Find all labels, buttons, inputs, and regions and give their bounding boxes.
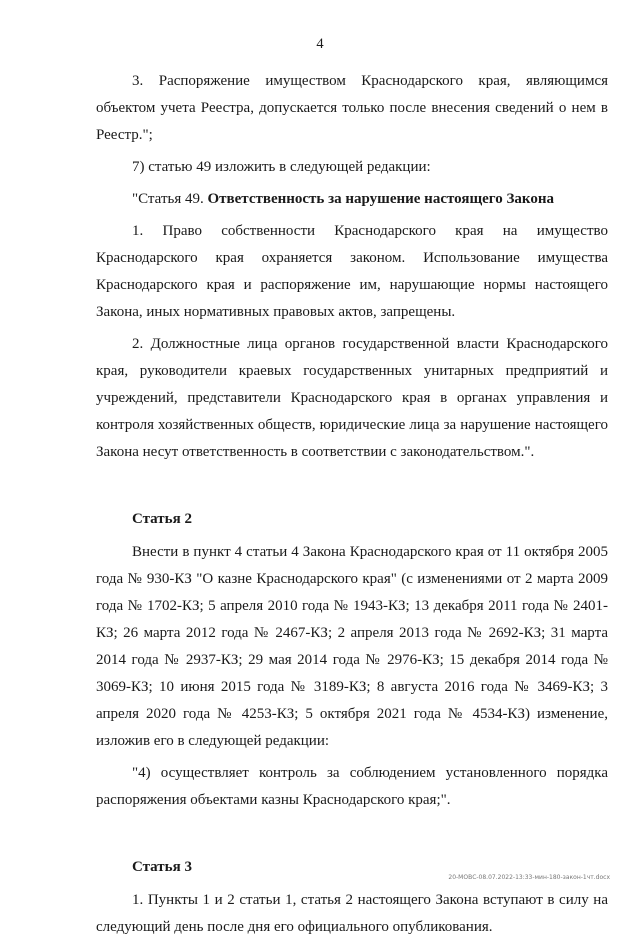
article-49-title: [96, 186, 608, 213]
article-2-paragraph: Внести в пункт 4 статьи 4 Закона Краснодарского края от 11 октября 2005 года № 930-КЗ "О казне Краснодарского края" (с изменениями от 2 марта 2009 года № 1702-КЗ; 5 апреля 2010 года № 1943-КЗ; 13 декабря 2011 года № 2401-КЗ; 26 марта 2012 года № 2467-КЗ; 2 апреля 2013 года № 2692-КЗ; 31 марта 2014 года № 2937-КЗ; 29 мая 2014 года № 2976-КЗ; 15 декабря 2014 года № 3069-КЗ; 10 июня 2015 года № 3189-КЗ; 8 августа 2016 года № 3469-КЗ; 3 апреля 2020 года № 4253-КЗ; 5 октября 2021 года № 4534-КЗ) изменение, изложив его в следующей редакции:: [96, 544, 608, 749]
paragraph-item-3: 3. Распоряжение имуществом Краснодарского края, являющимся объектом учета Реестра, допускается только после внесения сведений о нем в Реестр.";: [96, 73, 608, 143]
article-2-heading: Статья 2: [132, 511, 192, 527]
page-number: 4: [316, 36, 324, 52]
article-3-heading: Статья 3: [132, 859, 192, 875]
footer-filename: 20-МОВС-08.07.2022-13:33-мин-180-закон-1чт.docx: [448, 874, 610, 881]
article-49-heading: Ответственность за нарушение настоящего Закона: [207, 191, 555, 207]
article-49-part-1: 1. Право собственности Краснодарского края на имущество Краснодарского края охраняется законом. Использование имущества Краснодарского края и распоряжение им, нарушающие нормы настоящего Закона, иных нормативных правовых актов, запрещены.: [96, 223, 608, 320]
article-49-prefix: "Статья 49.: [132, 191, 208, 207]
paragraph-amend-49: 7) статью 49 изложить в следующей редакции:: [132, 159, 431, 175]
document-body: [96, 68, 608, 946]
article-3-paragraph: 1. Пункты 1 и 2 статьи 1, статья 2 настоящего Закона вступают в силу на следующий день после дня его официального опубликования.: [96, 892, 608, 935]
article-49-part-2: 2. Должностные лица органов государственной власти Краснодарского края, руководители краевых государственных унитарных предприятий и учреждений, представители Краснодарского края в органах управления и контроля хозяйственных обществ, юридические лица за нарушение настоящего Закона несут ответственность в соответствии с законодательством.".: [96, 336, 608, 460]
article-2-quote: "4) осуществляет контроль за соблюдением установленного порядка распоряжения объектами казны Краснодарского края;".: [96, 765, 608, 808]
